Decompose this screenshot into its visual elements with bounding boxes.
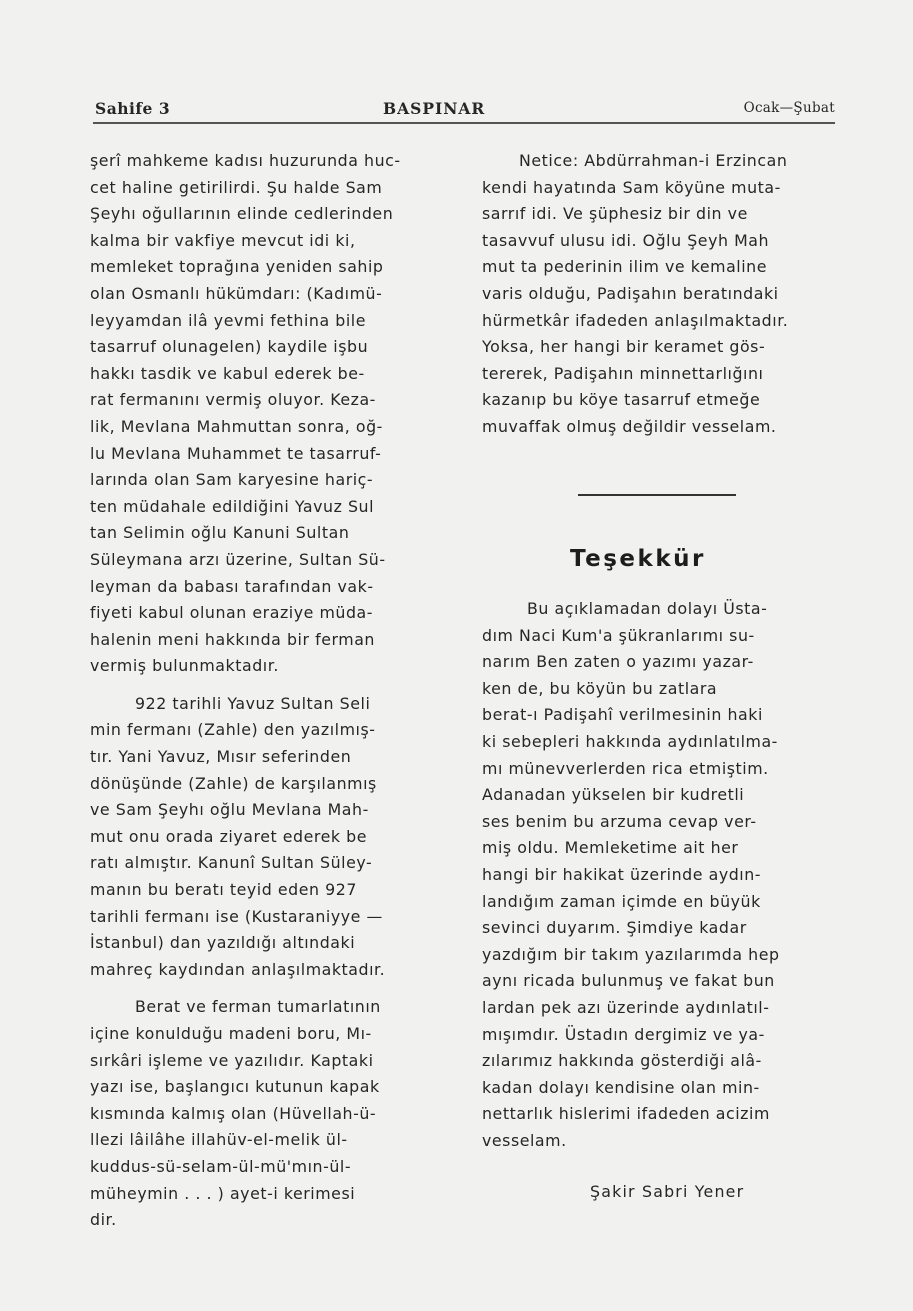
header-rule — [93, 122, 835, 124]
thanks-section — [482, 596, 837, 1154]
author-signature: Şakir Sabri Yener — [590, 1182, 745, 1201]
thanks-paragraph: Bu açıklamadan dolayı Üsta- dım Naci Kum'a şükranlarımı su- narım Ben zaten o yazımı yazar- ken de, bu köyün bu zatlara berat-ı Padişahî verilmesinin haki ki sebepleri hakkında aydınlatılma- mı münevverlerden rica etmiştim. Adanadan yükselen bir kudretli ses benim bu arzuma cevap ver- miş oldu. Memleketime ait her hangi bir hakikat üzerinde aydın- landığım zaman içimde en büyük sevinci duyarım. Şimdiye kadar yazdığım bir takım yazılarımda hep aynı ricada bulunmuş ve fakat bun lardan pek azı üzerinde aydınlatıl- mışımdır. Üstadın dergimiz ve ya- zılarımız hakkında gösterdiği alâ- kadan dolayı kendisine olan min- nettarlık hislerimi ifadeden acizim vesselam. — [482, 599, 780, 1150]
left-paragraph-2: 922 tarihli Yavuz Sultan Seli min fermanı (Zahle) den yazılmış- tır. Yani Yavuz, Mısır seferinden dönüşünde (Zahle) de karşılanmış ve Sam Şeyhı oğlu Mevlana Mah- mut onu orada ziyaret ederek be ratı almıştır. Kanunî Sultan Süley- manın bu beratı teyid eden 927 tarihli fermanı ise (Kustaraniyye — İstanbul) dan yazıldığı altındaki mahreç kaydından anlaşılmaktadır. — [90, 693, 386, 979]
section-divider — [578, 494, 736, 496]
left-paragraph-3: Berat ve ferman tumarlatının içine konulduğu madeni boru, Mı- sırkâri işleme ve yazılıdır. Kaptaki yazı ise, başlangıcı kutunun kapak kısmında kalmış olan (Hüvellah-ü- llezi lâilâhe illahüv-el-melik ül- kuddus-sü-selam-ül-mü'mın-ül- müheymin . . . ) ayet-i kerimesi dir. — [90, 997, 381, 1230]
left-column — [90, 148, 450, 1234]
right-column — [482, 148, 837, 441]
issue-date: Ocak—Şubat — [743, 100, 835, 116]
magazine-title: BASPINAR — [383, 99, 486, 118]
conclusion-paragraph: Netice: Abdürrahman-i Erzincan kendi hayatında Sam köyüne muta- sarrıf idi. Ve şüphesiz bir din ve tasavvuf ulusu idi. Oğlu Şeyh Mah mut ta pederinin ilim ve kemaline varis olduğu, Padişahın beratındaki hürmetkâr ifadeden anlaşılmaktadır. Yoksa, her hangi bir keramet gös- tererek, Padişahın minnettarlığını kazanıp bu köye tasarruf etmeğe muvaffak olmuş değildir vesselam. — [482, 151, 789, 436]
page-header — [93, 97, 835, 121]
thanks-heading: Teşekkür — [570, 546, 706, 572]
left-paragraph-1: şerî mahkeme kadısı huzurunda huc- cet haline getirilirdi. Şu halde Sam Şeyhı oğullarının elinde cedlerinden kalma bir vakfiye mevcut idi ki, memleket toprağına yeniden sahip olan Osmanlı hükümdarı: (Kadımü- leyyamdan ilâ yevmi fethina bile tasarruf olunagelen) kaydile işbu hakkı tasdik ve kabul ederek be- rat fermanını vermiş oluyor. Keza- lik, Mevlana Mahmuttan sonra, oğ- lu Mevlana Muhammet te tasarruf- larında olan Sam karyesine hariç- ten müdahale edildiğini Yavuz Sul tan Selimin oğlu Kanuni Sultan Süleymana arzı üzerine, Sultan Sü- leyman da babası tarafından vak- fiyeti kabul olunan eraziye müda- halenin meni hakkında bir ferman vermiş bulunmaktadır. — [90, 151, 401, 676]
page-number: Sahife 3 — [95, 99, 171, 118]
